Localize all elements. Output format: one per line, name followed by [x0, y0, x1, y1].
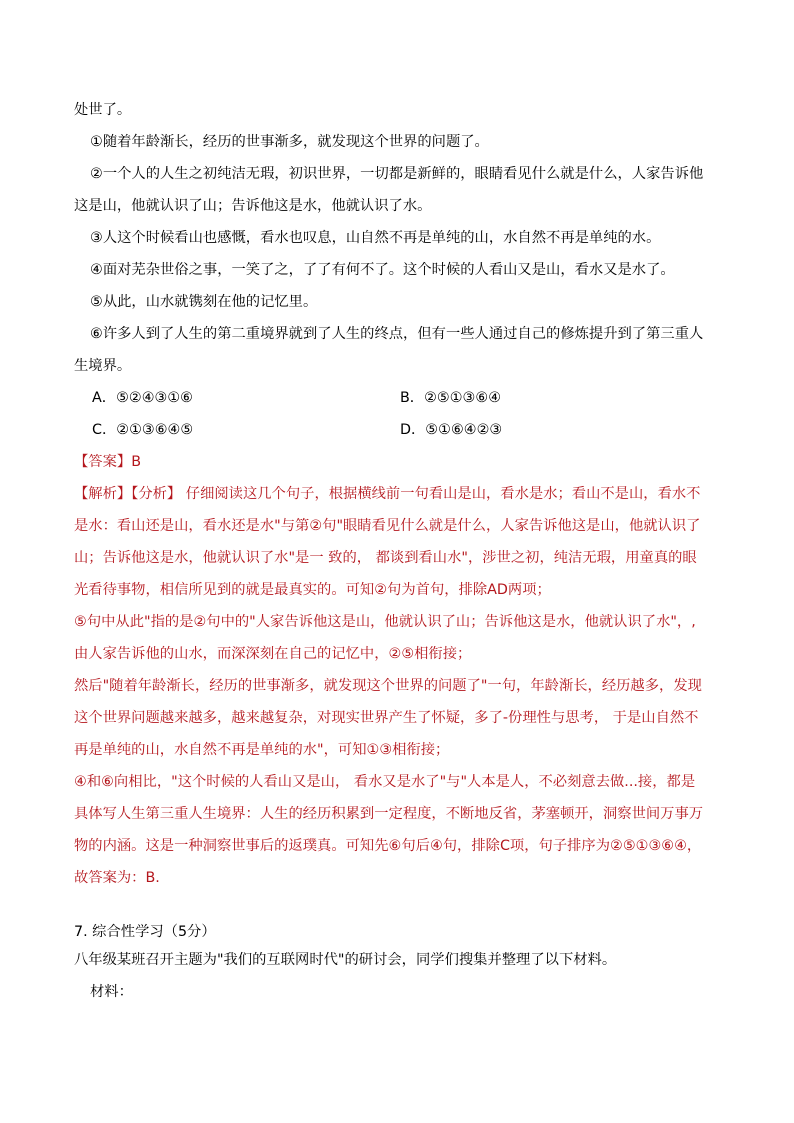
question-7-title: 7. 综合性学习（5分） — [74, 924, 216, 940]
answer-tag: 【答案】 — [74, 454, 132, 470]
sentence-5: ⑤从此，山水就镌刻在他的记忆里。 — [90, 294, 318, 310]
option-d: D．⑤①⑥④②③ — [400, 422, 503, 438]
sentence-1: ①随着年龄渐长，经历的世事渐多，就发现这个世界的问题了。 — [90, 134, 489, 150]
sentence-6-cont: 生境界。 — [74, 358, 132, 374]
analysis-line-10: ④和⑥向相比，"这个时候的人看山又是山， 看水又是水了"与"人本是人，不必刻意去做...接，都是 — [74, 774, 696, 790]
sentence-2-cont: 这是山，他就认识了山；告诉他这是水，他就认识了水。 — [74, 198, 432, 214]
material-label: 材料： — [90, 984, 133, 1000]
sentence-2: ②一个人的人生之初纯洁无瑕，初识世界，一切都是新鲜的，眼睛看见什么就是什么，人家告诉他 — [90, 166, 704, 182]
answer-line — [74, 452, 724, 472]
sentence-4: ④面对芜杂世俗之事，一笑了之，了了有何不了。这个时候的人看山又是山，看水又是水了。 — [90, 262, 675, 278]
option-a: A．⑤②④③①⑥ — [92, 390, 193, 406]
sentence-6: ⑥许多人到了人生的第二重境界就到了人生的终点，但有一些人通过自己的修炼提升到了第三重人 — [90, 326, 704, 342]
analysis-line-13: 故答案为：B. — [74, 870, 160, 886]
analysis-text: 仔细阅读这几个句子，根据横线前一句看山是山，看水是水；看山不是山，看水不 — [181, 486, 701, 502]
text-line: 处世了。 — [74, 102, 132, 118]
analysis-tag: 【解析】【分析】 — [74, 486, 182, 502]
analysis-line-3: 山；告诉他这是水，他就认识了水"是一 致的， 都谈到看山水"，涉世之初，纯洁无瑕，用童真的眼 — [74, 550, 697, 566]
analysis-line-2: 是水：看山还是山，看水还是水"与第②句"眼睛看见什么就是什么，人家告诉他这是山，他就认识了 — [74, 518, 701, 534]
analysis-line-12: 物的内涵。这是一种洞察世事后的返璞真。可知先⑥句后④句，排除C项，句子排序为②⑤①③⑥④， — [74, 838, 702, 854]
answer-value: B — [131, 454, 141, 470]
analysis-line-6: 由人家告诉他的山水，而深深刻在自己的记忆中，②⑤相衔接； — [74, 646, 472, 662]
option-c: C．②①③⑥④⑤ — [92, 422, 194, 438]
analysis-line-1 — [74, 484, 724, 504]
question-7-body: 八年级某班召开主题为"我们的互联网时代"的研讨会，同学们搜集并整理了以下材料。 — [74, 952, 617, 968]
analysis-line-9: 再是单纯的山，水自然不再是单纯的水"，可知①③相衔接； — [74, 742, 450, 758]
option-b: B．②⑤①③⑥④ — [400, 390, 502, 406]
sentence-3: ③人这个时候看山也感慨，看水也叹息，山自然不再是单纯的山，水自然不再是单纯的水。 — [90, 230, 661, 246]
analysis-line-5: ⑤句中从此"指的是②句中的"人家告诉他这是山，他就认识了山；告诉他这是水，他就认识了水"，, — [74, 614, 696, 630]
analysis-line-8: 这个世界问题越来越多，越来越复杂，对现实世界产生了怀疑，多了-份理性与思考， 于是山自然不 — [74, 710, 699, 726]
analysis-line-4: 光看待事物，相信所见到的就是最真实的。可知②句为首句，排除AD两项； — [74, 582, 551, 598]
analysis-line-11: 具体写人生第三重人生境界：人生的经历积累到一定程度，不断地反省，茅塞顿开，洞察世间万事万 — [74, 806, 704, 822]
analysis-line-7: 然后"随着年龄渐长，经历的世事渐多，就发现这个世界的问题了"一句，年龄渐长，经历越多，发现 — [74, 678, 702, 694]
